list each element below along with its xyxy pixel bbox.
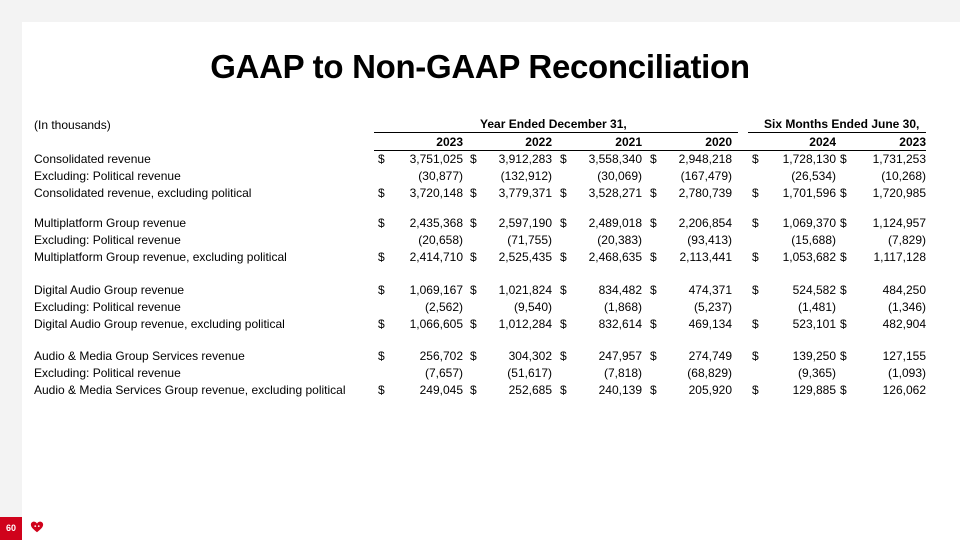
currency-symbol: $ (650, 349, 657, 363)
currency-symbol: $ (470, 216, 477, 230)
value-cell: (1,346) (887, 300, 926, 314)
value-cell: 3,720,148 (409, 186, 463, 200)
value-cell: 2,780,739 (678, 186, 732, 200)
currency-symbol: $ (560, 250, 567, 264)
value-cell: (20,658) (418, 233, 463, 247)
value-cell: (9,540) (513, 300, 552, 314)
slide-title: GAAP to Non-GAAP Reconciliation (210, 48, 750, 85)
value-cell: (9,365) (797, 366, 836, 380)
table-row (0, 366, 960, 382)
row-label: Consolidated revenue, excluding political (34, 186, 252, 200)
value-cell: 469,134 (688, 317, 732, 331)
row-label: Excluding: Political revenue (34, 366, 181, 380)
header-rule-six-months (748, 132, 926, 133)
column-header-rule (374, 150, 926, 151)
value-cell: 482,904 (882, 317, 926, 331)
value-cell: 304,302 (508, 349, 552, 363)
value-cell: 247,957 (598, 349, 642, 363)
value-cell: 126,062 (882, 383, 926, 397)
value-cell: 2,948,218 (678, 152, 732, 166)
table-row (0, 216, 960, 232)
value-cell: 3,528,271 (588, 186, 642, 200)
units-label: (In thousands) (34, 118, 111, 132)
value-cell: 205,920 (688, 383, 732, 397)
currency-symbol: $ (378, 283, 385, 297)
value-cell: 1,124,957 (872, 216, 926, 230)
currency-symbol: $ (752, 250, 759, 264)
currency-symbol: $ (470, 152, 477, 166)
value-cell: (93,413) (687, 233, 732, 247)
value-cell: 1,117,128 (873, 250, 926, 264)
column-year-2: 2021 (615, 135, 642, 149)
table-row (0, 186, 960, 202)
currency-symbol: $ (650, 317, 657, 331)
currency-symbol: $ (840, 349, 847, 363)
row-label: Digital Audio Group revenue, excluding political (34, 317, 285, 331)
year-ended-header: Year Ended December 31, (480, 117, 627, 131)
currency-symbol: $ (752, 186, 759, 200)
currency-symbol: $ (650, 383, 657, 397)
value-cell: 3,751,025 (409, 152, 463, 166)
table-row (0, 152, 960, 168)
row-label: Consolidated revenue (34, 152, 151, 166)
value-cell: 1,701,596 (782, 186, 836, 200)
value-cell: (2,562) (424, 300, 463, 314)
value-cell: (167,479) (680, 169, 732, 183)
currency-symbol: $ (378, 317, 385, 331)
value-cell: (10,268) (881, 169, 926, 183)
value-cell: (71,755) (507, 233, 552, 247)
currency-symbol: $ (470, 283, 477, 297)
currency-symbol: $ (560, 283, 567, 297)
value-cell: (7,818) (603, 366, 642, 380)
value-cell: (132,912) (500, 169, 552, 183)
currency-symbol: $ (560, 152, 567, 166)
value-cell: 2,489,018 (588, 216, 642, 230)
table-row (0, 169, 960, 185)
value-cell: 274,749 (688, 349, 732, 363)
value-cell: 3,779,371 (498, 186, 552, 200)
currency-symbol: $ (752, 383, 759, 397)
row-label: Multiplatform Group revenue, excluding political (34, 250, 287, 264)
value-cell: 3,912,283 (498, 152, 552, 166)
value-cell: 3,558,340 (588, 152, 642, 166)
currency-symbol: $ (560, 216, 567, 230)
value-cell: 834,482 (598, 283, 642, 297)
currency-symbol: $ (752, 216, 759, 230)
column-year-4: 2024 (809, 135, 836, 149)
currency-symbol: $ (650, 186, 657, 200)
currency-symbol: $ (840, 186, 847, 200)
value-cell: 2,414,710 (409, 250, 463, 264)
currency-symbol: $ (470, 383, 477, 397)
currency-symbol: $ (840, 383, 847, 397)
value-cell: (1,093) (887, 366, 926, 380)
value-cell: 252,685 (508, 383, 552, 397)
table-row (0, 383, 960, 399)
row-label: Excluding: Political revenue (34, 300, 181, 314)
currency-symbol: $ (470, 250, 477, 264)
value-cell: 484,250 (882, 283, 926, 297)
row-label: Excluding: Political revenue (34, 233, 181, 247)
currency-symbol: $ (840, 250, 847, 264)
page-number: 60 (0, 517, 22, 540)
currency-symbol: $ (470, 349, 477, 363)
column-year-1: 2022 (525, 135, 552, 149)
value-cell: 1,069,167 (409, 283, 463, 297)
table-row (0, 250, 960, 266)
value-cell: (26,534) (791, 169, 836, 183)
value-cell: 2,525,435 (498, 250, 552, 264)
value-cell: 832,614 (598, 317, 642, 331)
value-cell: 1,728,130 (782, 152, 836, 166)
currency-symbol: $ (840, 152, 847, 166)
table-row (0, 283, 960, 299)
value-cell: 2,206,854 (678, 216, 732, 230)
value-cell: 129,885 (792, 383, 836, 397)
value-cell: 1,053,682 (782, 250, 836, 264)
top-band (0, 0, 960, 22)
value-cell: 2,435,368 (409, 216, 463, 230)
column-year-0: 2023 (436, 135, 463, 149)
currency-symbol: $ (650, 250, 657, 264)
value-cell: 1,066,605 (409, 317, 463, 331)
row-label: Digital Audio Group revenue (34, 283, 185, 297)
value-cell: 524,582 (792, 283, 836, 297)
value-cell: 2,113,441 (679, 250, 732, 264)
value-cell: (68,829) (687, 366, 732, 380)
value-cell: (7,657) (424, 366, 463, 380)
row-label: Multiplatform Group revenue (34, 216, 187, 230)
value-cell: (51,617) (507, 366, 552, 380)
row-label: Excluding: Political revenue (34, 169, 181, 183)
table-row (0, 349, 960, 365)
currency-symbol: $ (650, 283, 657, 297)
value-cell: 1,731,253 (872, 152, 926, 166)
currency-symbol: $ (560, 186, 567, 200)
currency-symbol: $ (650, 152, 657, 166)
currency-symbol: $ (378, 250, 385, 264)
currency-symbol: $ (840, 283, 847, 297)
value-cell: (7,829) (887, 233, 926, 247)
column-year-3: 2020 (705, 135, 732, 149)
table-row (0, 317, 960, 333)
row-label: Audio & Media Services Group revenue, excluding political (34, 383, 346, 397)
value-cell: 474,371 (688, 283, 732, 297)
currency-symbol: $ (752, 349, 759, 363)
value-cell: 1,720,985 (872, 186, 926, 200)
value-cell: (20,383) (597, 233, 642, 247)
value-cell: (1,868) (603, 300, 642, 314)
six-months-header: Six Months Ended June 30, (764, 117, 920, 131)
value-cell: (1,481) (797, 300, 836, 314)
column-year-5: 2023 (899, 135, 926, 149)
table-row (0, 300, 960, 316)
value-cell: 1,012,284 (498, 317, 552, 331)
value-cell: 256,702 (419, 349, 463, 363)
value-cell: 2,468,635 (588, 250, 642, 264)
value-cell: 2,597,190 (498, 216, 552, 230)
currency-symbol: $ (560, 383, 567, 397)
currency-symbol: $ (378, 216, 385, 230)
value-cell: (30,877) (418, 169, 463, 183)
value-cell: 127,155 (882, 349, 926, 363)
value-cell: (15,688) (791, 233, 836, 247)
currency-symbol: $ (840, 317, 847, 331)
currency-symbol: $ (752, 152, 759, 166)
currency-symbol: $ (470, 317, 477, 331)
currency-symbol: $ (470, 186, 477, 200)
currency-symbol: $ (560, 349, 567, 363)
value-cell: (30,069) (597, 169, 642, 183)
currency-symbol: $ (752, 317, 759, 331)
header-rule-year (374, 132, 738, 133)
currency-symbol: $ (752, 283, 759, 297)
currency-symbol: $ (560, 317, 567, 331)
value-cell: (5,237) (693, 300, 732, 314)
value-cell: 240,139 (598, 383, 642, 397)
value-cell: 1,069,370 (782, 216, 836, 230)
iheart-logo-icon (30, 520, 44, 534)
currency-symbol: $ (650, 216, 657, 230)
value-cell: 139,250 (792, 349, 836, 363)
currency-symbol: $ (840, 216, 847, 230)
value-cell: 523,101 (792, 317, 836, 331)
currency-symbol: $ (378, 186, 385, 200)
currency-symbol: $ (378, 349, 385, 363)
currency-symbol: $ (378, 383, 385, 397)
value-cell: 249,045 (419, 383, 463, 397)
currency-symbol: $ (378, 152, 385, 166)
table-row (0, 233, 960, 249)
value-cell: 1,021,824 (498, 283, 552, 297)
row-label: Audio & Media Group Services revenue (34, 349, 245, 363)
